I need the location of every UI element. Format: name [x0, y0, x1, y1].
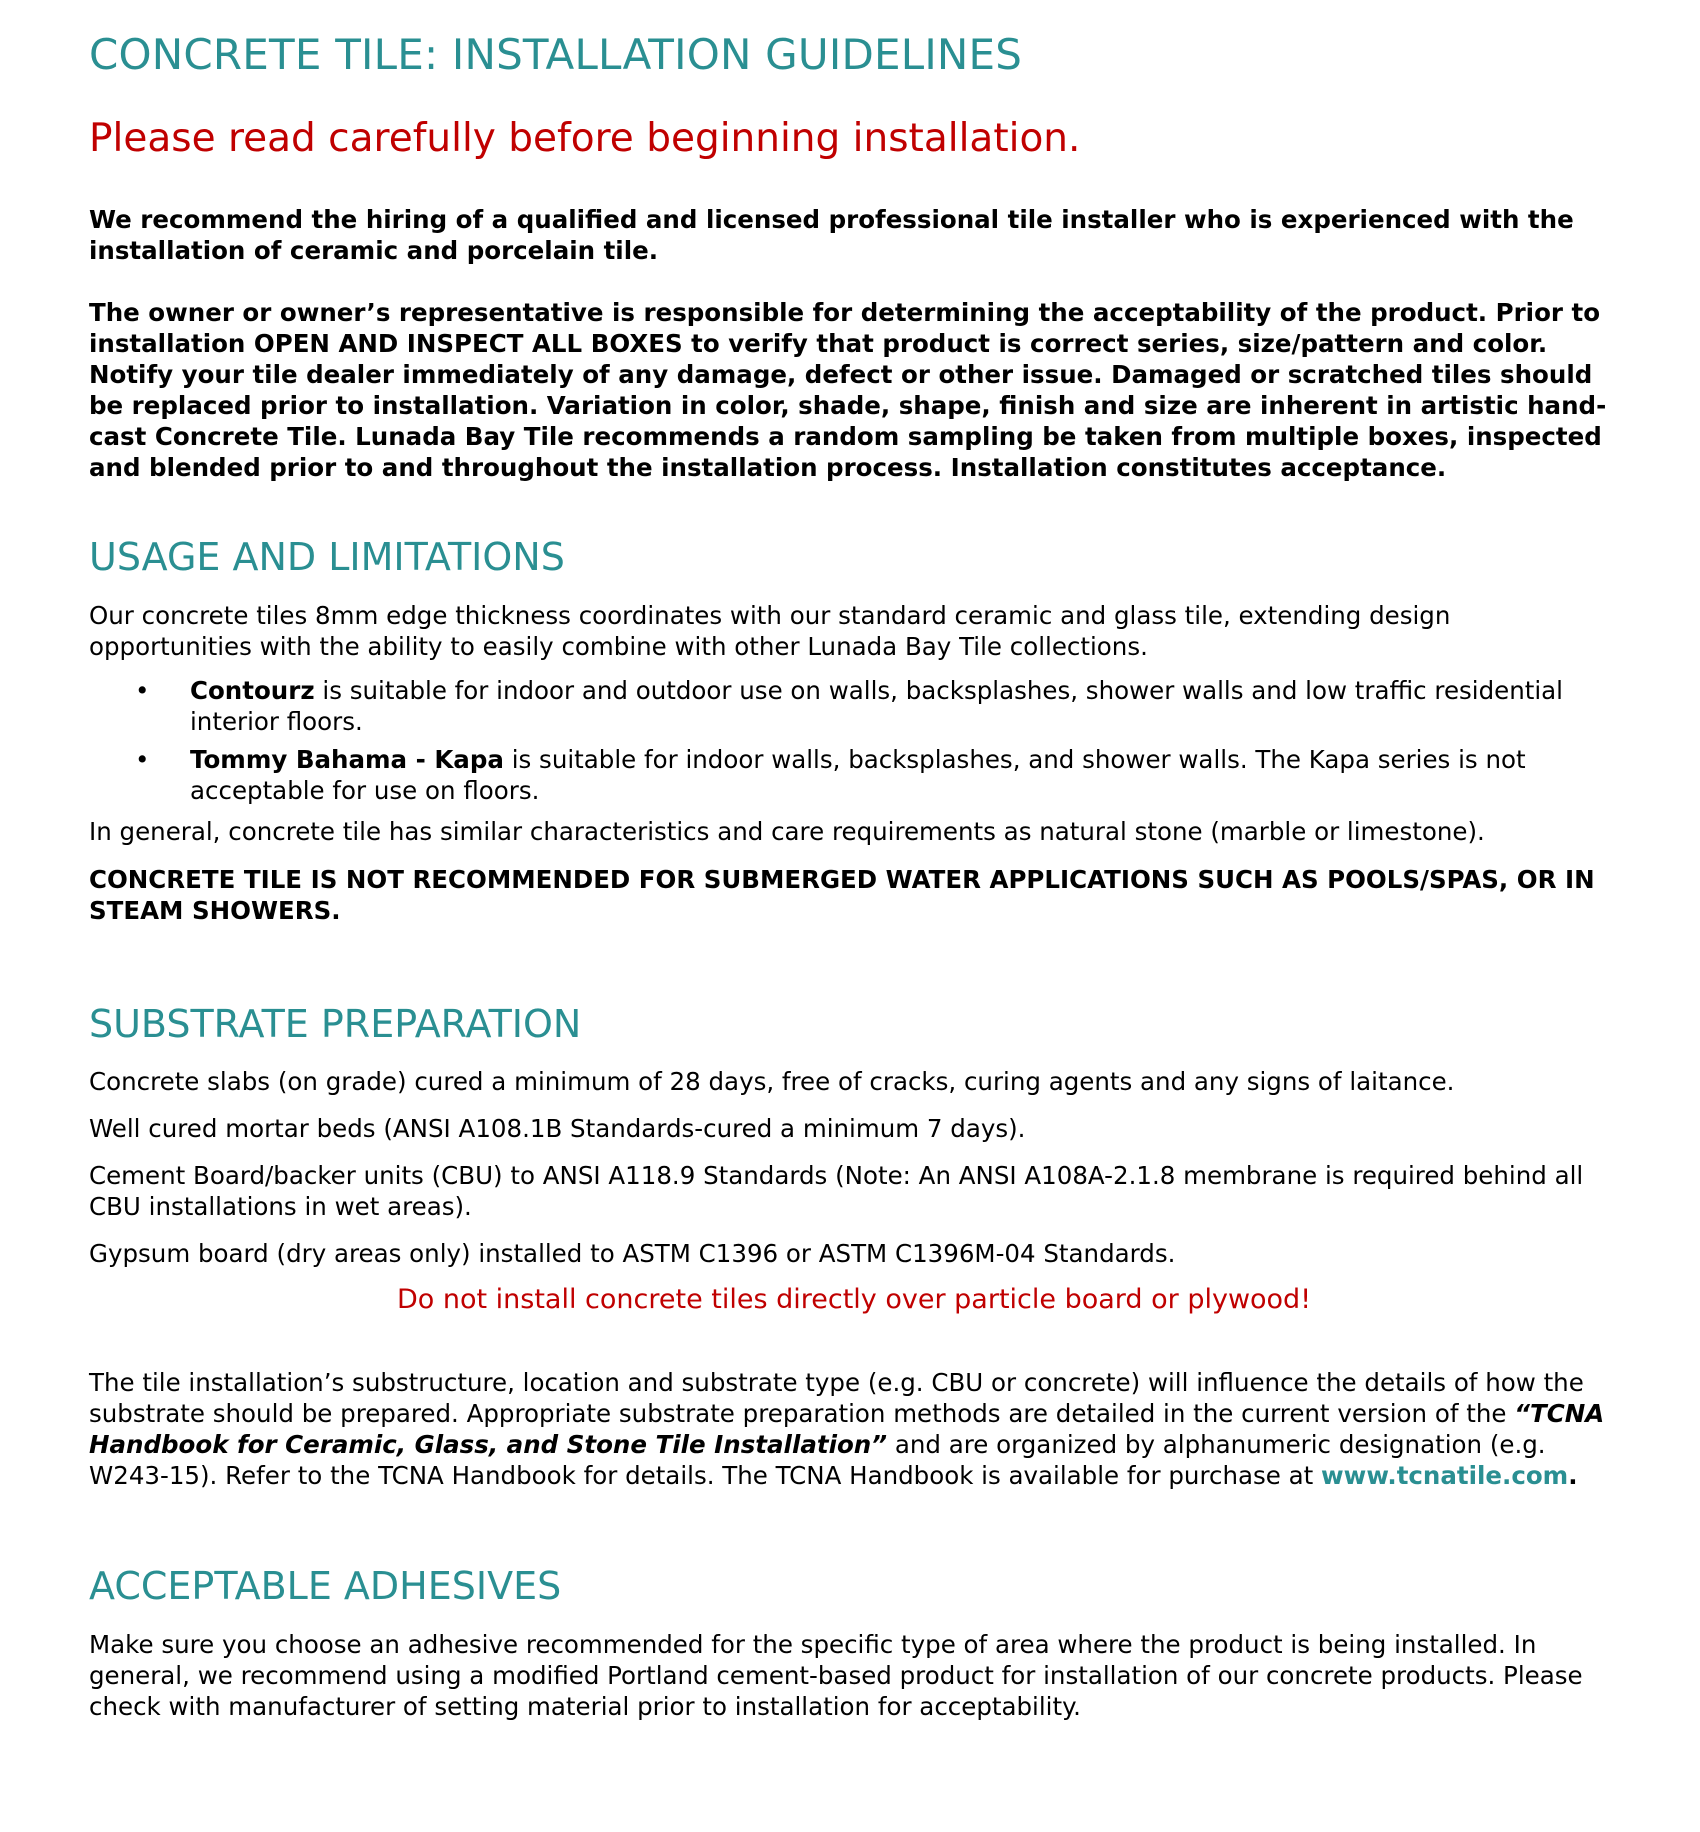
list-item: [89, 675, 1619, 737]
intro-paragraph-installer: We recommend the hiring of a qualified and licensed professional tile installer who is experienced with the installation of ceramic and porcelain tile.: [89, 205, 1574, 266]
usage-general-note: In general, concrete tile has similar characteristics and care requirements as natural stone (marble or limestone).: [89, 816, 1485, 846]
document-page: [89, 30, 1619, 1722]
tcna-text-part-1: The tile installation’s substructure, location and substrate type (e.g. CBU or concrete) will influence the details of how the substrate should be prepared. Appropriate substrate preparation methods are detailed in the current version of the: [89, 1368, 1584, 1429]
tcna-paragraph: [89, 1367, 1619, 1491]
adhesives-paragraph: Make sure you choose an adhesive recommended for the specific type of area where the product is being installed. In general, we recommend using a modified Portland cement-based product for installation of our concrete products. Please check with manufacturer of setting material prior to installation for acceptability.: [89, 1629, 1583, 1721]
substrate-gypsum-board: Gypsum board (dry areas only) installed to ASTM C1396 or ASTM C1396M-04 Standards.: [89, 1239, 1176, 1269]
usage-section: [89, 535, 1619, 926]
tcna-handbook-title: “TCNA Handbook for Ceramic, Glass, and Stone Tile Installation”: [89, 1399, 1605, 1460]
intro-paragraph-acceptability: The owner or owner’s representative is responsible for determining the acceptability of the product. Prior to installation OPEN AND INSPECT ALL BOXES to verify that product is correct series, size/pattern and color. Notify your tile dealer immediately of any damage, defect or other issue. Damaged or scratched tiles should be replaced prior to installation. Variation in color, shade, shape, finish and size are inherent in artistic hand-cast Concrete Tile. Lunada Bay Tile recommends a random sampling be taken from multiple boxes, inspected and blended prior to and throughout the installation process. Installation constitutes acceptance.: [89, 298, 1607, 483]
tcna-website-link[interactable]: www.tcnatile.com: [1321, 1461, 1569, 1491]
list-item: [89, 744, 1619, 806]
submerged-water-warning: CONCRETE TILE IS NOT RECOMMENDED FOR SUBMERGED WATER APPLICATIONS SUCH AS POOLS/SPAS, OR IN STEAM SHOWERS.: [89, 864, 1595, 925]
substrate-concrete-slabs: Concrete slabs (on grade) cured a minimum of 28 days, free of cracks, curing agents and any signs of laitance.: [89, 1067, 1455, 1097]
bullet-icon: •: [135, 675, 150, 705]
usage-paragraph: Our concrete tiles 8mm edge thickness coordinates with our standard ceramic and glass tile, extending design opportunities with the ability to easily combine with other Lunada Bay Tile collections.: [89, 600, 1451, 661]
substrate-mortar-beds: Well cured mortar beds (ANSI A108.1B Standards-cured a minimum 7 days).: [89, 1114, 1026, 1144]
tcna-period: .: [1568, 1461, 1578, 1491]
bullet-term: Contourz: [190, 675, 315, 705]
bullet-text: is suitable for indoor and outdoor use on walls, backsplashes, shower walls and low traffic residential interior floors.: [190, 675, 1563, 736]
bullet-icon: •: [135, 744, 150, 774]
document-title: CONCRETE TILE: INSTALLATION GUIDELINES: [89, 30, 1023, 79]
read-carefully-warning: Please read carefully before beginning installation.: [89, 116, 1081, 162]
usage-heading: USAGE AND LIMITATIONS: [89, 535, 565, 580]
adhesives-section: [89, 1564, 1619, 1722]
adhesives-heading: ACCEPTABLE ADHESIVES: [89, 1564, 562, 1609]
substrate-heading: SUBSTRATE PREPARATION: [89, 1001, 582, 1046]
tcna-text-part-2: and are organized by alphanumeric designation (e.g. W243-15). Refer to the TCNA Handbook for details. The TCNA Handbook is available for purchase at: [89, 1430, 1546, 1491]
bullet-term: Tommy Bahama - Kapa: [190, 744, 504, 774]
bullet-text: is suitable for indoor walls, backsplashes, and shower walls. The Kapa series is not acceptable for use on floors.: [190, 744, 1526, 805]
substrate-section: [89, 1002, 1619, 1492]
plywood-warning: Do not install concrete tiles directly over particle board or plywood!: [396, 1284, 1312, 1316]
usage-bullet-list: [89, 675, 1619, 806]
substrate-cement-board: Cement Board/backer units (CBU) to ANSI A118.9 Standards (Note: An ANSI A108A-2.1.8 membrane is required behind all CBU installations in wet areas).: [89, 1161, 1584, 1222]
